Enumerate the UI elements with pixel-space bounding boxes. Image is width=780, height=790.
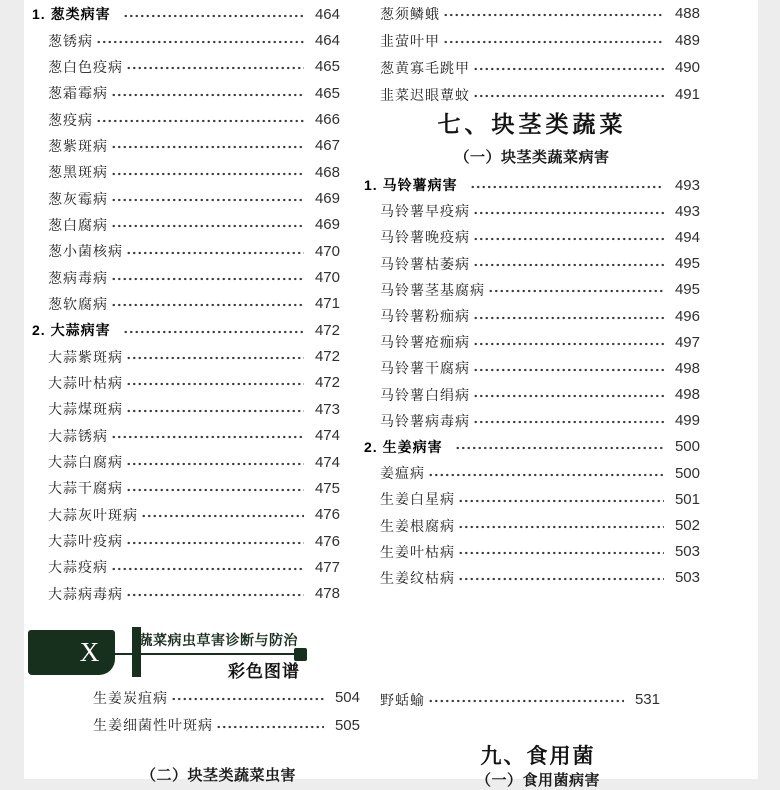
entry-title: 马铃薯早疫病 (380, 203, 470, 220)
dot-leader (111, 144, 304, 150)
entry-title: 2. 生姜病害 (364, 438, 443, 455)
entry-page-number: 469 (314, 216, 340, 234)
dot-leader (126, 381, 304, 387)
toc-entry (364, 329, 700, 355)
entry-page-number: 464 (314, 5, 340, 23)
entry-page-number: 464 (314, 32, 340, 50)
section-heading-seven: 七、块茎类蔬菜 (437, 112, 627, 137)
toc-entry (364, 27, 700, 54)
dot-leader (141, 513, 304, 519)
toc-entry (32, 80, 340, 106)
entry-page-number: 490 (674, 59, 700, 76)
entry-page-number: 465 (314, 58, 340, 76)
dot-leader (111, 171, 304, 177)
entry-page-number: 493 (674, 202, 700, 220)
entry-page-number: 472 (314, 374, 340, 392)
toc-entry (364, 224, 700, 250)
dot-leader (473, 66, 664, 72)
entry-title: 韭萤叶甲 (380, 32, 440, 49)
entry-title: 大蒜白腐病 (48, 454, 123, 471)
dot-leader (111, 223, 304, 229)
entry-title: 葱霜霉病 (48, 85, 108, 102)
dot-leader (428, 698, 624, 704)
toc-entry (364, 565, 700, 591)
entry-title: 生姜炭疽病 (93, 689, 168, 706)
dot-leader (171, 696, 324, 702)
entry-title: 葱白色疫病 (48, 58, 123, 75)
toc-entry (32, 185, 340, 211)
toc-entry (364, 539, 700, 565)
toc-entry (32, 502, 340, 528)
entry-page-number: 498 (674, 386, 700, 404)
dot-leader (126, 250, 304, 256)
toc-entry (364, 0, 700, 27)
toc-entry (364, 251, 700, 277)
dot-leader (473, 419, 664, 425)
dot-leader (473, 341, 664, 347)
toc-entry (32, 554, 340, 580)
section-subheading-seven: （一）块茎类蔬菜病害 (454, 149, 610, 166)
toc-entry (32, 396, 340, 422)
toc-entry (32, 475, 340, 501)
toc-entry (364, 172, 700, 198)
entry-title: 生姜白星病 (380, 491, 455, 508)
entry-title: 大蒜干腐病 (48, 480, 123, 497)
dot-leader (473, 210, 664, 216)
book-subtitle: 彩色图谱 (228, 662, 300, 681)
entry-title: 葱紫斑病 (48, 137, 108, 154)
entry-title: 马铃薯白绢病 (380, 386, 470, 403)
dot-leader (126, 592, 304, 598)
dot-leader (458, 576, 664, 582)
toc-entry (32, 581, 340, 607)
toc-column-right-top (364, 0, 700, 108)
entry-page-number: 468 (314, 163, 340, 181)
dot-leader (111, 566, 304, 572)
toc-entry (364, 460, 700, 486)
entry-page-number: 502 (674, 517, 700, 535)
entry-title: 大蒜紫斑病 (48, 348, 123, 365)
dot-leader (473, 93, 664, 99)
entry-title: 野蛞蝓 (380, 691, 425, 708)
entry-title: 葱病毒病 (48, 269, 108, 286)
dot-leader (473, 262, 664, 268)
toc-entry (77, 684, 360, 712)
entry-title: 葱软腐病 (48, 295, 108, 312)
entry-title: 马铃薯病毒病 (380, 412, 470, 429)
entry-page-number: 472 (314, 321, 340, 339)
entry-title: 马铃薯粉痂病 (380, 308, 470, 325)
entry-title: 马铃薯茎基腐病 (380, 281, 485, 298)
entry-page-number: 531 (634, 691, 660, 709)
entry-page-number: 474 (314, 453, 340, 471)
entry-title: 葱灰霉病 (48, 190, 108, 207)
entry-page-number: 495 (674, 255, 700, 273)
dot-leader (126, 461, 304, 467)
toc-entry (77, 712, 360, 740)
entry-title: 马铃薯疮痂病 (380, 334, 470, 351)
entry-title: 大蒜疫病 (48, 559, 108, 576)
entry-page-number: 495 (674, 281, 700, 299)
entry-title: 马铃薯枯萎病 (380, 255, 470, 272)
entry-page-number: 472 (314, 348, 340, 366)
entry-page-number: 498 (674, 359, 700, 377)
entry-title: 姜瘟病 (380, 465, 425, 482)
dot-leader (96, 39, 304, 45)
entry-page-number: 493 (674, 176, 700, 194)
entry-title: 生姜纹枯病 (380, 569, 455, 586)
entry-page-number: 503 (674, 569, 700, 587)
toc-entry (32, 449, 340, 475)
toc-entry (32, 528, 340, 554)
entry-page-number: 501 (674, 490, 700, 508)
toc-entry (364, 686, 660, 714)
dot-leader (473, 315, 664, 321)
entry-page-number: 500 (674, 464, 700, 482)
dot-leader (111, 197, 304, 203)
dot-leader (123, 329, 304, 335)
toc-entry (364, 434, 700, 460)
dot-leader (126, 487, 304, 493)
toc-entry (32, 27, 340, 53)
toc-entry (364, 382, 700, 408)
entry-page-number: 489 (674, 32, 700, 49)
entry-page-number: 504 (334, 689, 360, 707)
dot-leader (126, 65, 304, 71)
entry-title: 葱小菌核病 (48, 243, 123, 260)
dot-leader (455, 445, 664, 451)
dot-leader (488, 288, 664, 294)
entry-page-number: 475 (314, 479, 340, 497)
dot-leader (123, 13, 304, 19)
toc-entry (32, 159, 340, 185)
toc-entry (364, 277, 700, 303)
entry-title: 大蒜煤斑病 (48, 401, 123, 418)
section-heading-nine: 九、食用菌 (480, 744, 596, 768)
entry-page-number: 470 (314, 242, 340, 260)
entry-page-number: 497 (674, 333, 700, 351)
toc-column-left (32, 1, 340, 607)
entry-title: 生姜细菌性叶斑病 (93, 717, 213, 734)
entry-page-number: 476 (314, 506, 340, 524)
toc-entry (364, 303, 700, 329)
entry-page-number: 469 (314, 190, 340, 208)
entry-title: 生姜叶枯病 (380, 543, 455, 560)
entry-title: 葱疫病 (48, 111, 93, 128)
entry-title: 葱黑斑病 (48, 164, 108, 181)
dot-leader (458, 498, 664, 504)
dot-leader (111, 276, 304, 282)
toc-entry (32, 317, 340, 343)
entry-page-number: 474 (314, 427, 340, 445)
dot-leader (126, 408, 304, 414)
entry-page-number: 477 (314, 558, 340, 576)
toc-entry (32, 106, 340, 132)
entry-title: 葱白腐病 (48, 216, 108, 233)
toc-entry (32, 212, 340, 238)
entry-page-number: 467 (314, 137, 340, 155)
page-number-block (28, 630, 115, 675)
dot-leader (473, 393, 664, 399)
entry-page-number: 491 (674, 86, 700, 103)
dot-leader (443, 39, 664, 45)
toc-entry (32, 343, 340, 369)
entry-page-number: 488 (674, 5, 700, 22)
toc-entry (32, 238, 340, 264)
toc-entry (364, 512, 700, 538)
entry-page-number: 478 (314, 585, 340, 603)
toc-entry (32, 370, 340, 396)
toc-entry (364, 355, 700, 381)
dot-leader (216, 724, 324, 730)
toc-entry (364, 81, 700, 108)
entry-page-number: 476 (314, 532, 340, 550)
entry-page-number: 496 (674, 307, 700, 325)
dot-leader (126, 540, 304, 546)
book-title: 蔬菜病虫草害诊断与防治 (138, 634, 298, 649)
page-number-roman: X (79, 637, 100, 667)
toc-entry (364, 54, 700, 81)
toc-entry (32, 291, 340, 317)
dot-leader (111, 302, 304, 308)
dot-leader (111, 92, 304, 98)
entry-page-number: 473 (314, 400, 340, 418)
entry-title: 大蒜叶枯病 (48, 374, 123, 391)
toc-entry (32, 423, 340, 449)
entry-title: 大蒜灰叶斑病 (48, 506, 138, 523)
entry-page-number: 465 (314, 84, 340, 102)
subsection-heading-tuber-pests: （二）块茎类蔬菜虫害 (140, 767, 296, 784)
dot-leader (470, 184, 664, 190)
dot-leader (96, 118, 304, 124)
entry-title: 大蒜叶疫病 (48, 533, 123, 550)
entry-title: 1. 马铃薯病害 (364, 177, 458, 194)
entry-title: 马铃薯晚疫病 (380, 229, 470, 246)
toc-entry (32, 54, 340, 80)
entry-title: 葱须鳞蛾 (380, 5, 440, 22)
entry-title: 马铃薯干腐病 (380, 360, 470, 377)
subsection-heading-fungi-diseases: （一）食用菌病害 (475, 772, 600, 789)
entry-page-number: 500 (674, 438, 700, 456)
entry-page-number: 470 (314, 269, 340, 287)
toc-entry (364, 198, 700, 224)
toc-lower-column-left (77, 684, 360, 739)
dot-leader (126, 355, 304, 361)
dot-leader (111, 434, 304, 440)
toc-entry (364, 486, 700, 512)
dot-leader (458, 550, 664, 556)
entry-page-number: 499 (674, 412, 700, 430)
dot-leader (458, 524, 664, 530)
dot-leader (428, 472, 664, 478)
entry-title: 1. 葱类病害 (32, 6, 111, 23)
entry-title: 葱黄寡毛跳甲 (380, 59, 470, 76)
entry-title: 生姜根腐病 (380, 517, 455, 534)
entry-title: 韭菜迟眼蕈蚊 (380, 86, 470, 103)
entry-title: 葱锈病 (48, 32, 93, 49)
toc-page (24, 0, 758, 789)
dot-leader (443, 12, 664, 18)
entry-page-number: 471 (314, 295, 340, 313)
toc-lower-column-right (364, 686, 660, 714)
entry-page-number: 505 (334, 716, 360, 734)
entry-page-number: 494 (674, 228, 700, 246)
entry-title: 大蒜病毒病 (48, 585, 123, 602)
toc-entry (32, 1, 340, 27)
entry-title: 大蒜锈病 (48, 427, 108, 444)
dot-leader (473, 236, 664, 242)
toc-entry (364, 408, 700, 434)
entry-title: 2. 大蒜病害 (32, 322, 111, 339)
toc-column-right (364, 172, 700, 591)
dot-leader (473, 367, 664, 373)
entry-page-number: 503 (674, 543, 700, 561)
toc-entry (32, 264, 340, 290)
toc-entry (32, 133, 340, 159)
entry-page-number: 466 (314, 111, 340, 129)
